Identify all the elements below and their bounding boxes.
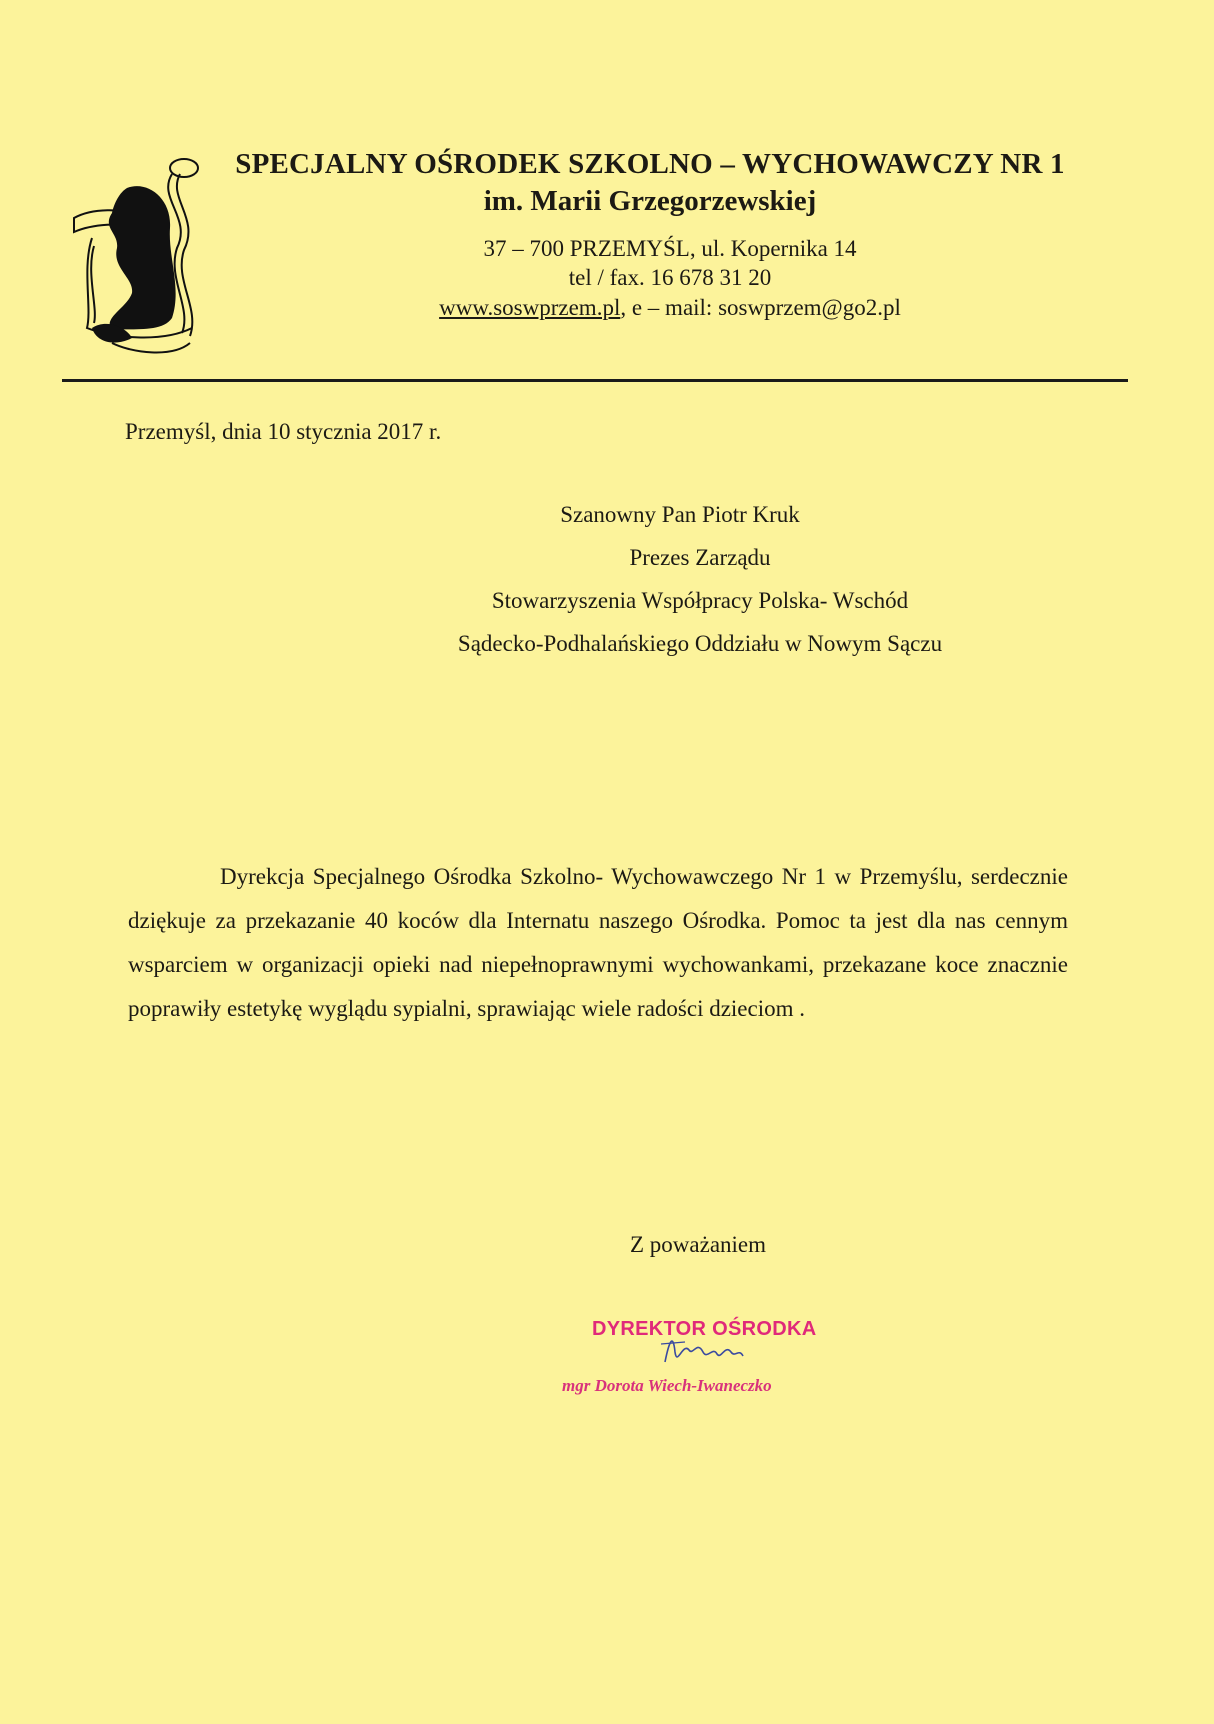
phone-fax: tel / fax. 16 678 31 20	[568, 265, 772, 290]
recipient-line-2: Prezes Zarządu	[629, 545, 771, 570]
letter-body-text: Dyrekcja Specjalnego Ośrodka Szkolno- Wychowawczego Nr 1 w Przemyślu, serdecznie dziękuje za przekazanie 40 koców dla Internatu naszego Ośrodka. Pomoc ta jest dla nas cennym wsparciem w organizacji opieki nad niepełnoprawnymi wychowankami, przekazane koce znacznie poprawiły estetykę wyglądu sypialni, sprawiając wiele radości dzieciom .	[128, 864, 1068, 1021]
stamp-title: DYREKTOR OŚRODKA	[592, 1318, 817, 1340]
header-divider	[62, 379, 1128, 382]
institution-name: SPECJALNY OŚRODEK SZKOLNO – WYCHOWAWCZY NR 1	[235, 148, 1065, 180]
closing-phrase: Z poważaniem	[630, 1232, 767, 1257]
recipient-line-3: Stowarzyszenia Współpracy Polska- Wschód	[491, 588, 909, 613]
letter-date: Przemyśl, dnia 10 stycznia 2017 r.	[125, 419, 442, 444]
postal-address: 37 – 700 PRZEMYŚL, ul. Kopernika 14	[483, 236, 857, 261]
contact-line	[170, 295, 1170, 321]
recipient-line-4: Sądecko-Podhalańskiego Oddziału w Nowym Sączu	[457, 631, 943, 656]
handwritten-signature	[655, 1322, 785, 1382]
letter-body	[128, 855, 1068, 1031]
email-text: , e – mail: soswprzem@go2.pl	[620, 295, 901, 320]
website-link[interactable]: www.soswprzem.pl	[439, 295, 621, 320]
patron-name: im. Marii Grzegorzewskiej	[483, 185, 817, 217]
recipient-line-1: Szanowny Pan Piotr Kruk	[560, 502, 800, 527]
stamp-name: mgr Dorota Wiech-Iwaneczko	[562, 1376, 772, 1395]
